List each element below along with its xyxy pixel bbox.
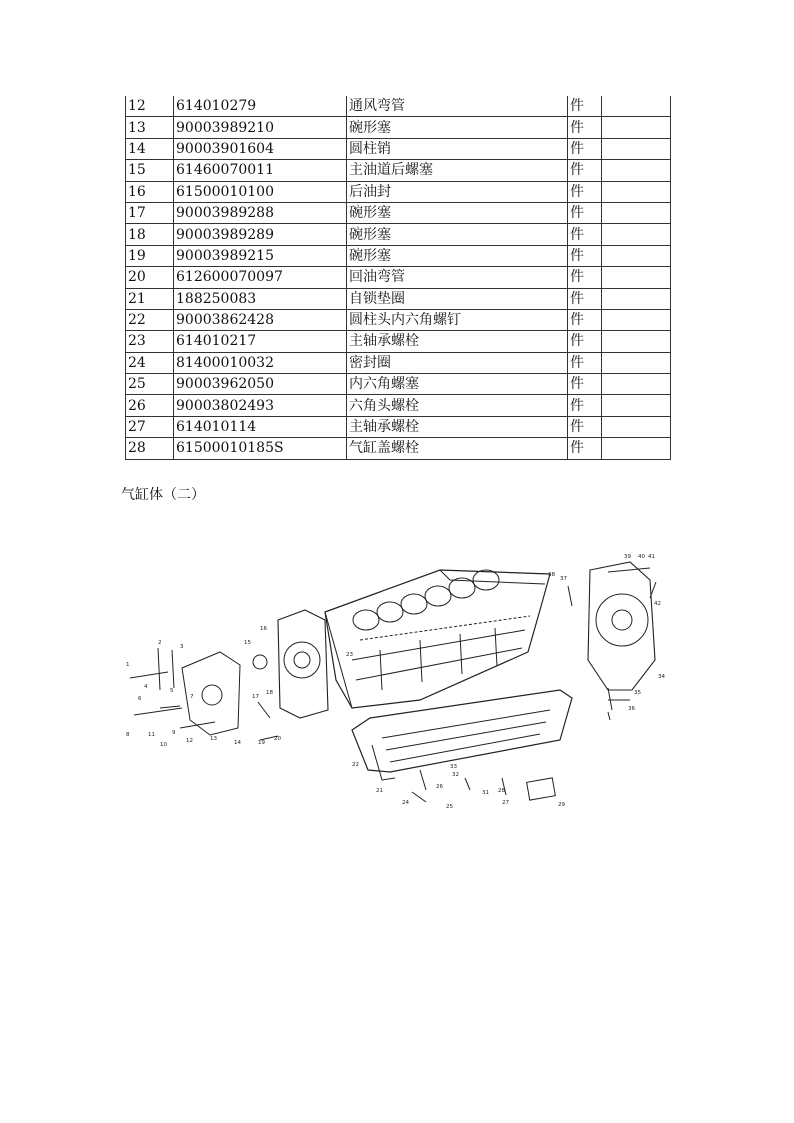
- part-code-cell: 188250083: [174, 288, 347, 309]
- callout-10: 10: [160, 742, 167, 748]
- part-name-cell: 后油封: [347, 181, 568, 202]
- callout-15: 15: [244, 640, 251, 646]
- unit-cell: 件: [568, 374, 602, 395]
- callout-3: 3: [180, 644, 184, 650]
- callout-31: 31: [482, 790, 489, 796]
- gasket: [527, 778, 556, 800]
- quantity-cell: [602, 160, 671, 181]
- part-number-cell: 24: [126, 352, 174, 373]
- quantity-cell: [602, 288, 671, 309]
- unit-cell: 件: [568, 267, 602, 288]
- oil-pan: [352, 690, 572, 780]
- part-number-cell: 23: [126, 331, 174, 352]
- part-name-cell: 碗形塞: [347, 117, 568, 138]
- part-code-cell: 81400010032: [174, 352, 347, 373]
- table-row: [126, 267, 671, 288]
- callout-1: 1: [126, 662, 130, 668]
- table-row: [126, 309, 671, 330]
- table-row: [126, 245, 671, 266]
- quantity-cell: [602, 138, 671, 159]
- unit-cell: 件: [568, 245, 602, 266]
- unit-cell: 件: [568, 438, 602, 459]
- cylinder-block: [325, 570, 550, 708]
- part-code-cell: 90003901604: [174, 138, 347, 159]
- callout-9: 9: [172, 730, 176, 736]
- callout-20: 20: [274, 736, 281, 742]
- table-row: [126, 352, 671, 373]
- callout-labels: [126, 554, 665, 810]
- callout-4: 4: [144, 684, 148, 690]
- part-name-cell: 内六角螺塞: [347, 374, 568, 395]
- unit-cell: 件: [568, 181, 602, 202]
- table-row: [126, 224, 671, 245]
- table-row: [126, 117, 671, 138]
- part-code-cell: 90003862428: [174, 309, 347, 330]
- unit-cell: 件: [568, 352, 602, 373]
- unit-cell: 件: [568, 96, 602, 117]
- callout-41: 41: [648, 554, 655, 560]
- callout-36: 36: [628, 706, 635, 712]
- quantity-cell: [602, 202, 671, 223]
- part-number-cell: 22: [126, 309, 174, 330]
- callout-13: 13: [210, 736, 217, 742]
- callout-11: 11: [148, 732, 155, 738]
- quantity-cell: [602, 395, 671, 416]
- quantity-cell: [602, 331, 671, 352]
- callout-12: 12: [186, 738, 193, 744]
- table-row: [126, 288, 671, 309]
- callout-5: 5: [170, 688, 174, 694]
- table-row: [126, 374, 671, 395]
- cylinder-block-exploded-drawing: [120, 540, 680, 825]
- table-row: [126, 96, 671, 117]
- quantity-cell: [602, 96, 671, 117]
- table-row: [126, 331, 671, 352]
- part-number-cell: 17: [126, 202, 174, 223]
- part-name-cell: 自锁垫圈: [347, 288, 568, 309]
- callout-37: 37: [560, 576, 567, 582]
- part-name-cell: 回油弯管: [347, 267, 568, 288]
- table-row: [126, 438, 671, 459]
- callout-14: 14: [234, 740, 241, 746]
- part-number-cell: 12: [126, 96, 174, 117]
- part-number-cell: 20: [126, 267, 174, 288]
- part-name-cell: 主轴承螺栓: [347, 416, 568, 437]
- callout-33: 33: [450, 764, 457, 770]
- table-row: [126, 395, 671, 416]
- part-number-cell: 16: [126, 181, 174, 202]
- part-name-cell: 气缸盖螺栓: [347, 438, 568, 459]
- part-code-cell: 614010279: [174, 96, 347, 117]
- quantity-cell: [602, 438, 671, 459]
- part-code-cell: 61500010185S: [174, 438, 347, 459]
- quantity-cell: [602, 352, 671, 373]
- part-number-cell: 15: [126, 160, 174, 181]
- unit-cell: 件: [568, 117, 602, 138]
- unit-cell: 件: [568, 288, 602, 309]
- unit-cell: 件: [568, 309, 602, 330]
- callout-21: 21: [376, 788, 383, 794]
- part-name-cell: 碗形塞: [347, 245, 568, 266]
- callout-35: 35: [634, 690, 641, 696]
- part-code-cell: 90003989210: [174, 117, 347, 138]
- part-number-cell: 26: [126, 395, 174, 416]
- table-row: [126, 138, 671, 159]
- callout-25: 25: [446, 804, 453, 810]
- unit-cell: 件: [568, 395, 602, 416]
- callout-24: 24: [402, 800, 409, 806]
- unit-cell: 件: [568, 224, 602, 245]
- quantity-cell: [602, 181, 671, 202]
- quantity-cell: [602, 245, 671, 266]
- part-code-cell: 614010114: [174, 416, 347, 437]
- part-name-cell: 碗形塞: [347, 202, 568, 223]
- part-number-cell: 13: [126, 117, 174, 138]
- quantity-cell: [602, 267, 671, 288]
- part-code-cell: 61500010100: [174, 181, 347, 202]
- callout-38: 38: [548, 572, 555, 578]
- callout-8: 8: [126, 732, 130, 738]
- section-title: 气缸体（二）: [121, 487, 205, 503]
- callout-26: 26: [436, 784, 443, 790]
- unit-cell: 件: [568, 138, 602, 159]
- part-name-cell: 密封圈: [347, 352, 568, 373]
- callout-23: 23: [346, 652, 353, 658]
- callout-17: 17: [252, 694, 259, 700]
- part-number-cell: 14: [126, 138, 174, 159]
- flywheel-housing: [588, 562, 655, 690]
- table-row: [126, 181, 671, 202]
- part-name-cell: 圆柱销: [347, 138, 568, 159]
- callout-18: 18: [266, 690, 273, 696]
- part-number-cell: 18: [126, 224, 174, 245]
- callout-16: 16: [260, 626, 267, 632]
- part-name-cell: 通风弯管: [347, 96, 568, 117]
- unit-cell: 件: [568, 202, 602, 223]
- callout-2: 2: [158, 640, 162, 646]
- part-code-cell: 90003989289: [174, 224, 347, 245]
- quantity-cell: [602, 374, 671, 395]
- callout-29: 29: [558, 802, 565, 808]
- part-code-cell: 61460070011: [174, 160, 347, 181]
- table-row: [126, 160, 671, 181]
- table-row: [126, 202, 671, 223]
- parts-table: [125, 96, 671, 460]
- part-name-cell: 六角头螺栓: [347, 395, 568, 416]
- part-code-cell: 90003802493: [174, 395, 347, 416]
- quantity-cell: [602, 117, 671, 138]
- callout-39: 39: [624, 554, 631, 560]
- quantity-cell: [602, 416, 671, 437]
- part-name-cell: 圆柱头内六角螺钉: [347, 309, 568, 330]
- part-number-cell: 21: [126, 288, 174, 309]
- unit-cell: 件: [568, 331, 602, 352]
- part-number-cell: 25: [126, 374, 174, 395]
- part-number-cell: 27: [126, 416, 174, 437]
- callout-32: 32: [452, 772, 459, 778]
- quantity-cell: [602, 224, 671, 245]
- part-code-cell: 90003989288: [174, 202, 347, 223]
- callout-6: 6: [138, 696, 142, 702]
- part-code-cell: 614010217: [174, 331, 347, 352]
- part-code-cell: 90003989215: [174, 245, 347, 266]
- callout-19: 19: [258, 740, 265, 746]
- part-code-cell: 90003962050: [174, 374, 347, 395]
- callout-34: 34: [658, 674, 665, 680]
- part-name-cell: 主油道后螺塞: [347, 160, 568, 181]
- callout-22: 22: [352, 762, 359, 768]
- quantity-cell: [602, 309, 671, 330]
- table-row: [126, 416, 671, 437]
- part-code-cell: 612600070097: [174, 267, 347, 288]
- callout-42: 42: [654, 601, 661, 607]
- part-name-cell: 主轴承螺栓: [347, 331, 568, 352]
- callout-40: 40: [638, 554, 645, 560]
- callout-28: 28: [498, 788, 505, 794]
- unit-cell: 件: [568, 160, 602, 181]
- callout-7: 7: [190, 694, 194, 700]
- rear-housing: [278, 610, 328, 718]
- part-number-cell: 28: [126, 438, 174, 459]
- unit-cell: 件: [568, 416, 602, 437]
- callout-27: 27: [502, 800, 509, 806]
- part-name-cell: 碗形塞: [347, 224, 568, 245]
- part-number-cell: 19: [126, 245, 174, 266]
